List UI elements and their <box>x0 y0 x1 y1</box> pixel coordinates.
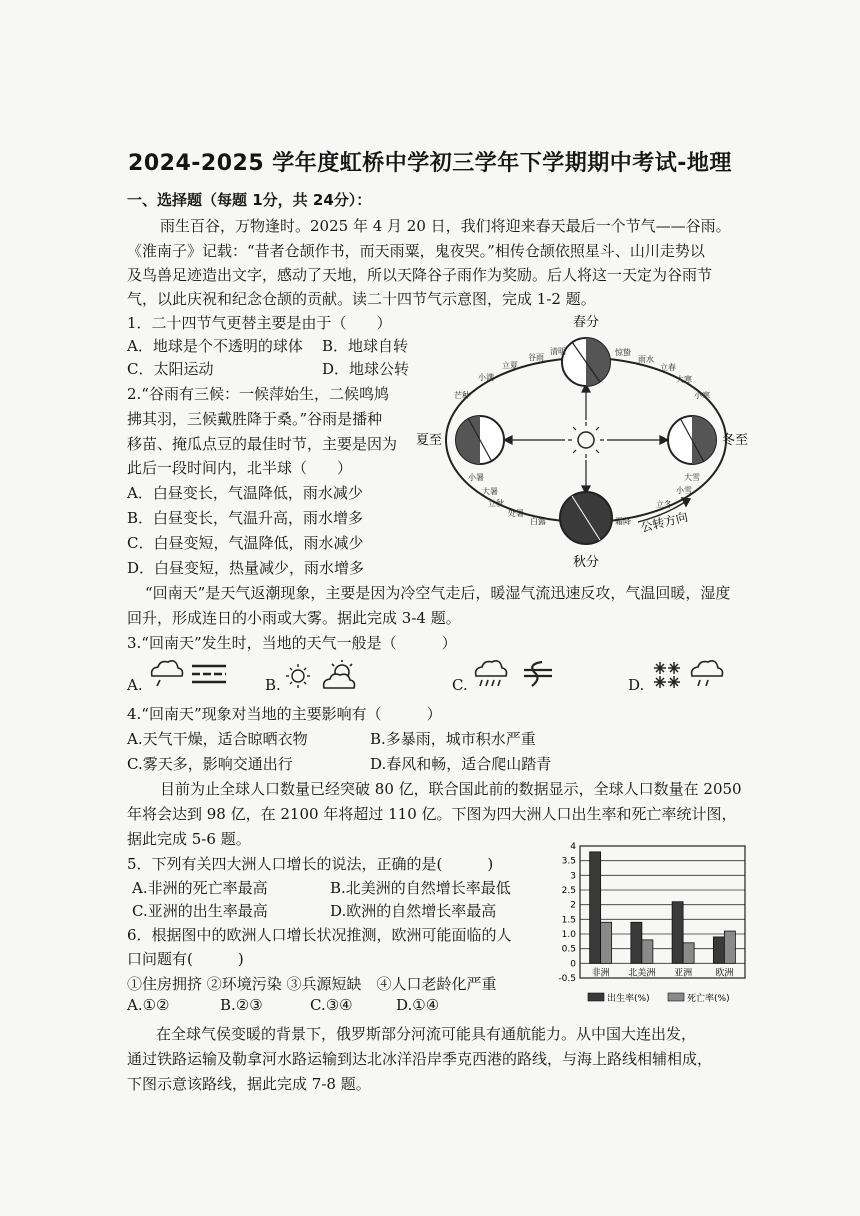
q2-stem-line: 拂其羽，三候戴胜降于桑。”谷雨是播种 <box>127 410 383 428</box>
q3-option-c[interactable]: C. <box>452 676 468 694</box>
rain-cloud-icon <box>476 661 507 686</box>
bar-death-rate <box>683 943 694 964</box>
q2-option-d[interactable]: D．白昼变短，热量减少，雨水增多 <box>127 559 365 577</box>
y-tick-label: 2 <box>570 900 576 911</box>
legend-swatch <box>668 993 684 1001</box>
term-label: 小雪 <box>676 486 692 495</box>
sun-icon <box>286 664 310 688</box>
intro4-line: 在全球气侯变暖的背景下，俄罗斯部分河流可能具有通航能力。从中国大连出发， <box>156 1025 697 1043</box>
q3-stem: 3.“回南天”发生时，当地的天气一般是（ ） <box>127 634 457 652</box>
bar-birth-rate <box>672 902 683 964</box>
page-title: 2024-2025 学年度虹桥中学初三学年下学期期中考试-地理 <box>128 151 732 176</box>
term-label: 立春 <box>660 363 676 372</box>
term-label: 大暑 <box>482 487 498 496</box>
q5-option-b[interactable]: B.北美洲的自然增长率最低 <box>330 879 511 897</box>
q3-option-d[interactable]: D. <box>628 676 645 694</box>
sun-icon <box>568 422 604 458</box>
bar-death-rate <box>724 931 735 963</box>
term-label: 小寒 <box>694 391 710 400</box>
legend-label: 死亡率(%) <box>687 994 730 1004</box>
earth-icon <box>668 416 716 464</box>
q3-option-a-icons <box>146 656 234 694</box>
intro4-line: 通过铁路运输及勒拿河水路运输到达北冰洋沿岸季克西港的路线，与海上路线相辅相成， <box>127 1050 713 1068</box>
term-label: 处暑 <box>508 509 524 518</box>
y-tick-label: 3 <box>570 871 576 882</box>
term-label: 芒种 <box>454 391 470 400</box>
q4-option-d[interactable]: D.春风和畅，适合爬山踏青 <box>370 755 552 773</box>
q6-option-a[interactable]: A.①② <box>127 996 170 1014</box>
bar-death-rate <box>642 940 653 963</box>
q1-option-d[interactable]: D．地球公转 <box>322 360 410 378</box>
earth-icon <box>456 416 504 464</box>
term-label: 小满 <box>478 373 494 382</box>
label-winter-solstice: 冬至 <box>722 433 749 448</box>
bar-birth-rate <box>590 852 601 963</box>
legend-swatch <box>588 993 604 1001</box>
rain-cloud-icon <box>692 661 723 686</box>
intro1-line: 雨生百谷，万物逢时。2025 年 4 月 20 日，我们将迎来春天最后一个节气——谷雨。 <box>160 217 731 235</box>
q4-option-b[interactable]: B.多暴雨，城市积水严重 <box>370 730 536 748</box>
rain-cloud-icon <box>152 661 183 686</box>
bar-birth-rate <box>713 937 724 963</box>
q6-option-d[interactable]: D.①④ <box>396 996 440 1014</box>
sandstorm-icon <box>524 662 552 686</box>
sun-cloud-icon <box>324 660 355 688</box>
term-label: 清明 <box>550 347 566 356</box>
q6-statements: ①住房拥挤 ②环境污染 ③兵源短缺 ④人口老龄化严重 <box>127 975 497 993</box>
y-tick-label: 1.5 <box>561 915 576 926</box>
bar-death-rate <box>601 922 612 963</box>
q6-stem-line: 6．根据图中的欧洲人口增长状况推测，欧洲可能面临的人 <box>127 926 512 944</box>
q1-option-a[interactable]: A．地球是个不透明的球体 <box>127 337 303 355</box>
population-rate-chart <box>540 838 750 1008</box>
x-tick-label: 欧洲 <box>715 968 734 979</box>
intro2-line: “回南天”是天气返潮现象，主要是因为冷空气走后，暖湿气流迅速反攻，气温回暖，湿度 <box>145 584 731 602</box>
q5-option-c[interactable]: C.亚洲的出生率最高 <box>132 902 268 920</box>
intro1-line: 气，以此庆祝和纪念仓颉的贡献。读二十四节气示意图，完成 1-2 题。 <box>127 290 596 308</box>
bar-birth-rate <box>631 922 642 963</box>
y-tick-label: 3.5 <box>561 856 576 867</box>
y-tick-label: -0.5 <box>558 974 576 984</box>
fog-icon <box>192 666 226 682</box>
term-label: 立秋 <box>488 499 504 508</box>
y-tick-label: 1.0 <box>561 930 576 940</box>
q2-option-b[interactable]: B．白昼变长，气温升高，雨水增多 <box>127 509 364 527</box>
intro1-line: 及鸟兽足迹造出文字，感动了天地，所以天降谷子雨作为奖励。后人将这一天定为谷雨节 <box>127 266 713 284</box>
q6-option-c[interactable]: C.③④ <box>310 996 353 1014</box>
y-tick-label: 0.5 <box>561 944 576 955</box>
intro2-line: 回升，形成连日的小雨或大雾。据此完成 3-4 题。 <box>127 609 461 627</box>
q5-option-d[interactable]: D.欧洲的自然增长率最高 <box>330 902 497 920</box>
q3-option-d-icons <box>648 654 728 694</box>
y-tick-label: 0 <box>570 959 576 970</box>
q3-option-c-icons <box>472 656 562 694</box>
term-label: 大寒 <box>676 375 692 384</box>
q4-option-a[interactable]: A.天气干燥，适合晾晒衣物 <box>127 730 308 748</box>
y-tick-label: 2.5 <box>561 886 576 896</box>
x-tick-label: 北美洲 <box>628 968 656 979</box>
intro3-line: 目前为止全球人口数量已经突破 80 亿，联合国此前的数据显示，全球人口数量在 2050 <box>160 780 742 798</box>
q4-stem: 4.“回南天”现象对当地的主要影响有（ ） <box>127 705 442 723</box>
q6-stem-line: 口问题有( ) <box>127 950 244 968</box>
label-summer-solstice: 夏至 <box>416 433 443 448</box>
q2-option-a[interactable]: A．白昼变长，气温降低，雨水减少 <box>127 484 363 502</box>
q1-stem: 1．二十四节气更替主要是由于（ ） <box>127 314 392 332</box>
solar-terms-orbit-diagram <box>410 310 755 580</box>
intro1-line: 《淮南子》记载：“昔者仓颉作书，而天雨粟，鬼夜哭。”相传仓颉依照星斗、山川走势以 <box>127 242 705 260</box>
q1-option-c[interactable]: C．太阳运动 <box>127 360 214 378</box>
term-label: 谷雨 <box>528 353 544 362</box>
earth-icon <box>560 492 612 544</box>
q2-stem-line: 2.“谷雨有三候：一候萍始生，二候鸣鸠 <box>127 385 389 403</box>
term-label: 雨水 <box>638 355 654 364</box>
q3-option-b[interactable]: B. <box>265 676 281 694</box>
q2-option-c[interactable]: C．白昼变短，气温降低，雨水减少 <box>127 534 364 552</box>
label-autumn-equinox: 秋分 <box>572 555 600 570</box>
section-heading: 一、选择题（每题 1分，共 24分）： <box>127 191 372 209</box>
term-label: 霜降 <box>615 517 631 526</box>
label-spring-equinox: 春分 <box>572 315 600 330</box>
intro4-line: 下图示意该路线，据此完成 7-8 题。 <box>127 1075 371 1093</box>
term-label: 小暑 <box>468 473 484 482</box>
q2-stem-line: 此后一段时间内，北半球（ ） <box>127 459 353 477</box>
q3-option-a[interactable]: A. <box>127 676 143 694</box>
intro3-line: 据此完成 5-6 题。 <box>127 830 251 848</box>
intro3-line: 年将会达到 98 亿，在 2100 年将超过 110 亿。下图为四大洲人口出生率和死亡率统计图， <box>127 805 737 823</box>
term-label: 惊蛰 <box>615 348 631 357</box>
legend-label: 出生率(%) <box>607 994 650 1004</box>
q2-stem-line: 移苗、掩瓜点豆的最佳时节，主要是因为 <box>127 435 398 453</box>
term-label: 立冬 <box>656 500 672 509</box>
q1-option-b[interactable]: B．地球自转 <box>322 337 409 355</box>
q3-option-b-icons <box>284 656 364 694</box>
y-tick-label: 4 <box>570 842 576 852</box>
earth-icon <box>562 338 610 386</box>
q5-option-a[interactable]: A.非洲的死亡率最高 <box>132 879 268 897</box>
snow-icon <box>654 662 680 688</box>
q4-option-c[interactable]: C.雾天多，影响交通出行 <box>127 755 293 773</box>
x-tick-label: 非洲 <box>591 968 610 979</box>
x-tick-label: 亚洲 <box>674 968 693 979</box>
term-label: 白露 <box>530 517 546 526</box>
q6-option-b[interactable]: B.②③ <box>220 996 263 1014</box>
q5-stem: 5．下列有关四大洲人口增长的说法，正确的是( ) <box>127 855 494 873</box>
label-revolution-direction: 公转方向 <box>639 509 690 535</box>
term-label: 大雪 <box>684 473 700 482</box>
term-label: 立夏 <box>502 361 518 370</box>
